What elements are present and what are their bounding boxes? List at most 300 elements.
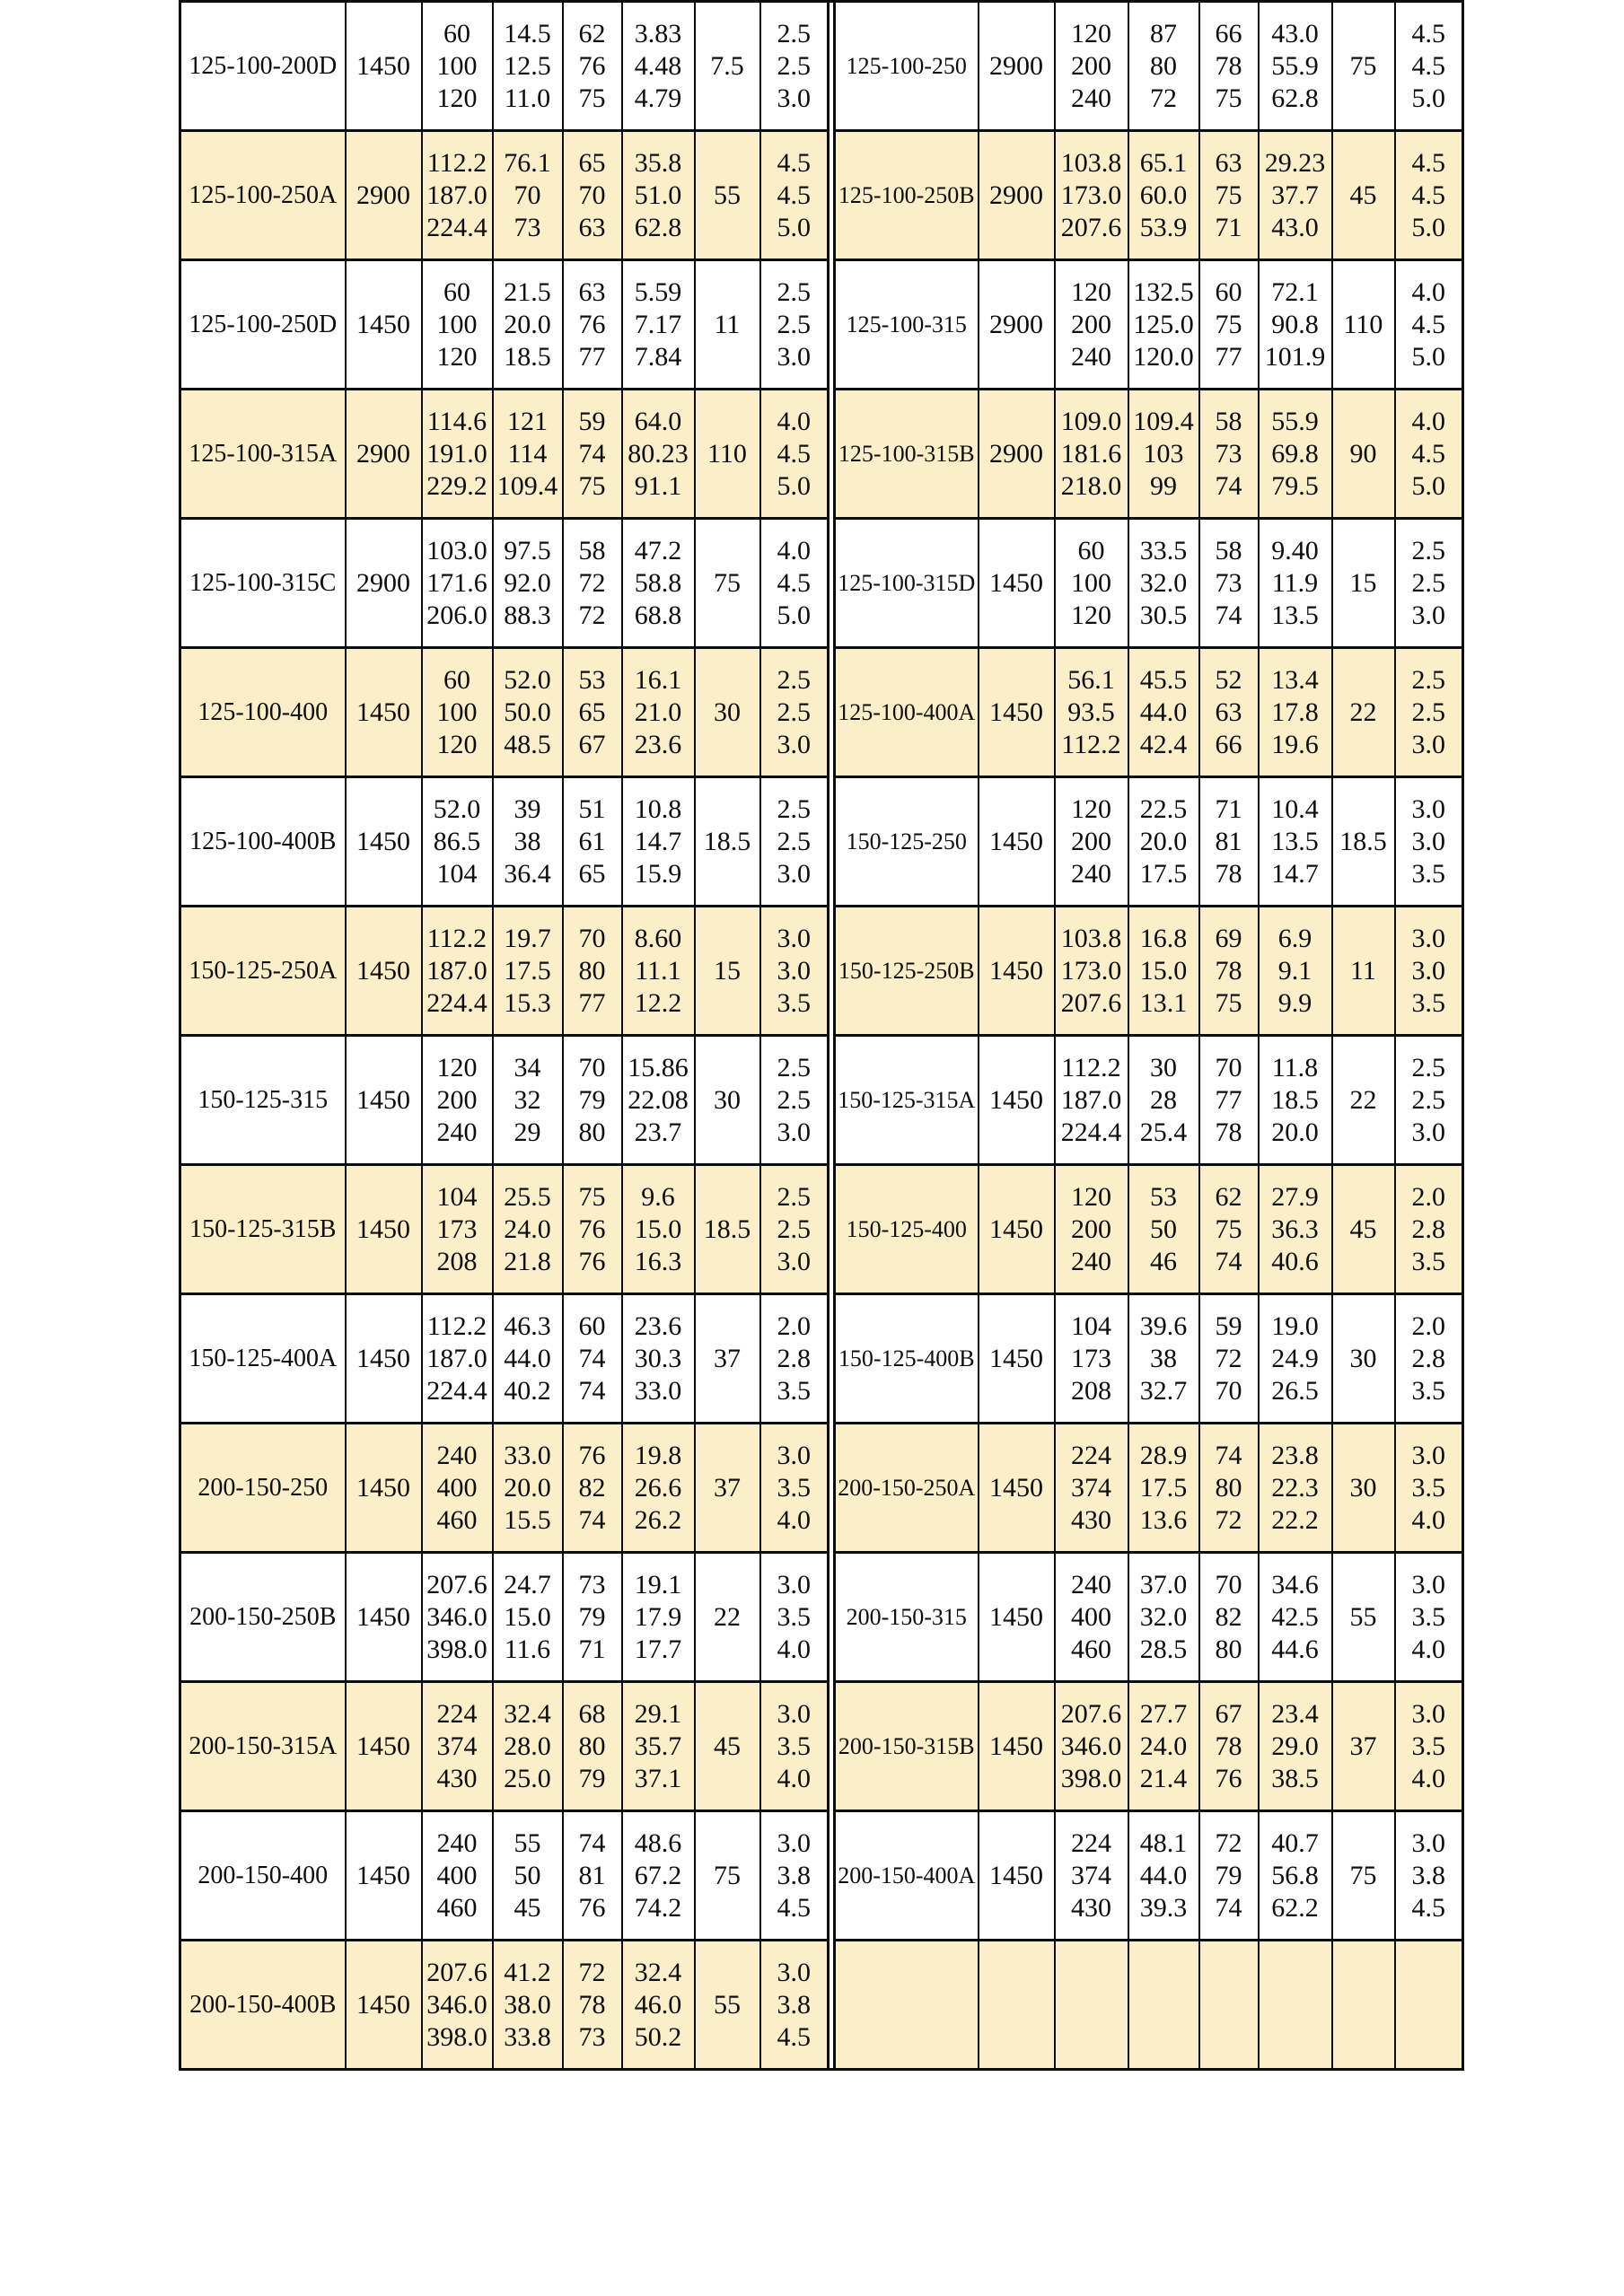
value-line: 2.5: [777, 50, 811, 81]
value-line: 38: [1150, 1343, 1177, 1373]
shaft-power-cell: [622, 648, 695, 777]
flow-cell: [422, 1036, 493, 1165]
speed-cell: 1450: [979, 1553, 1055, 1682]
value-line: 44.6: [1271, 1634, 1319, 1664]
head-cell: [493, 777, 563, 907]
value-line: 92.0: [504, 567, 551, 598]
speed-cell: 2900: [979, 2, 1055, 131]
model-cell: 125-100-315C: [180, 519, 346, 648]
value-line: 2.5: [777, 276, 811, 307]
value-line: 29: [514, 1117, 541, 1147]
value-line: 82: [1215, 1601, 1242, 1632]
efficiency-cell: [563, 390, 622, 519]
value-line: 63: [578, 276, 606, 307]
shaft-power-cell: [1259, 1294, 1332, 1424]
table-row: [835, 1165, 1463, 1294]
value-line: 23.4: [1271, 1698, 1319, 1729]
value-line: 28.9: [1139, 1440, 1188, 1470]
value-line: 3.0: [777, 1957, 811, 1987]
model-cell: 200-150-315B: [835, 1682, 979, 1811]
value-line: 4.0: [777, 1634, 811, 1664]
efficiency-cell: [1199, 907, 1259, 1036]
value-line: 240: [1071, 83, 1111, 113]
value-line: 21.8: [504, 1246, 551, 1276]
value-line: 7.17: [634, 309, 682, 339]
model-cell: 150-125-315B: [180, 1165, 346, 1294]
value-line: 374: [1071, 1472, 1111, 1503]
value-line: 20.0: [504, 1472, 551, 1503]
speed-cell: 1450: [346, 1424, 422, 1553]
value-line: 37.1: [634, 1763, 682, 1793]
value-line: 398.0: [426, 1634, 487, 1664]
flow-cell: [422, 1682, 493, 1811]
flow-cell: [422, 1553, 493, 1682]
value-line: 240: [436, 1440, 478, 1470]
value-line: 398.0: [426, 2021, 487, 2052]
value-line: 75: [1215, 83, 1242, 113]
value-line: 4.0: [1411, 1504, 1445, 1535]
table-row: [835, 131, 1463, 260]
value-line: 15.9: [634, 858, 682, 889]
value-line: 76: [578, 50, 606, 81]
motor-power-cell: 11: [1332, 907, 1395, 1036]
value-line: 2.5: [1411, 697, 1445, 727]
value-line: 3.5: [777, 987, 811, 1018]
table-row: [180, 648, 829, 777]
value-line: 4.0: [777, 535, 811, 565]
efficiency-cell: [563, 2, 622, 131]
value-line: 104: [436, 858, 478, 889]
value-line: 3.0: [1411, 826, 1445, 856]
value-line: 19.0: [1271, 1310, 1319, 1341]
speed-cell: 2900: [346, 131, 422, 260]
value-line: 73: [1215, 438, 1242, 469]
value-line: 3.0: [777, 858, 811, 889]
pump-table-right: [833, 0, 1464, 2071]
value-line: 224: [1071, 1827, 1111, 1858]
value-line: 187.0: [426, 1343, 487, 1373]
value-line: 200: [436, 1084, 478, 1115]
value-line: 398.0: [1060, 1763, 1122, 1793]
npsh-cell: [760, 777, 829, 907]
npsh-cell: [760, 2, 829, 131]
value-line: 3.5: [1411, 1246, 1445, 1276]
flow-cell: [1055, 1165, 1128, 1294]
value-line: 3.0: [1411, 600, 1445, 630]
value-line: 187.0: [1060, 1084, 1122, 1115]
value-line: 15.0: [504, 1601, 551, 1632]
value-line: 58: [578, 535, 606, 565]
motor-power-cell: 22: [1332, 1036, 1395, 1165]
value-line: 27.7: [1139, 1698, 1188, 1729]
shaft-power-cell: [1259, 260, 1332, 390]
value-line: 3.0: [1411, 1440, 1445, 1470]
value-line: 77: [1215, 1084, 1242, 1115]
value-line: 17.5: [1139, 858, 1188, 889]
value-line: 132.5: [1133, 276, 1194, 307]
value-line: 224: [436, 1698, 478, 1729]
value-line: 4.0: [777, 1504, 811, 1535]
value-line: 32.4: [634, 1957, 682, 1987]
shaft-power-cell: [622, 1165, 695, 1294]
head-cell: [1128, 777, 1199, 907]
value-line: 20.0: [1271, 1117, 1319, 1147]
table-row: [835, 1036, 1463, 1165]
value-line: 11.1: [635, 955, 681, 986]
speed-cell: 2900: [346, 519, 422, 648]
head-cell: [1128, 390, 1199, 519]
model-cell: 150-125-400: [835, 1165, 979, 1294]
value-line: 74: [578, 1827, 606, 1858]
value-line: 74: [578, 438, 606, 469]
value-line: 63: [1215, 147, 1242, 178]
value-line: 72: [578, 567, 606, 598]
value-line: 114.6: [426, 406, 487, 436]
value-line: 78: [578, 1989, 606, 2020]
value-line: 30.5: [1139, 600, 1188, 630]
value-line: 76: [578, 309, 606, 339]
value-line: 21.0: [634, 697, 682, 727]
value-line: 65.1: [1139, 147, 1188, 178]
shaft-power-cell: [1259, 131, 1332, 260]
value-line: 39.3: [1139, 1892, 1188, 1923]
value-line: 8.60: [634, 923, 682, 953]
shaft-power-cell: [1259, 390, 1332, 519]
value-line: 73: [1215, 567, 1242, 598]
efficiency-cell: [1199, 648, 1259, 777]
motor-power-cell: 45: [695, 1682, 760, 1811]
value-line: 11.9: [1271, 567, 1319, 598]
model-cell: 150-125-400B: [835, 1294, 979, 1424]
value-line: 45.5: [1139, 664, 1188, 695]
value-line: 50.2: [634, 2021, 682, 2052]
value-line: 17.5: [1139, 1472, 1188, 1503]
value-line: [1129, 1957, 1198, 1989]
value-line: 75: [578, 1181, 606, 1212]
value-line: 62.8: [1271, 83, 1319, 113]
table-row: [180, 1811, 829, 1941]
value-line: 3.83: [634, 18, 682, 48]
value-line: 9.6: [641, 1181, 675, 1212]
head-cell: [1128, 1682, 1199, 1811]
value-line: 71: [1215, 212, 1242, 242]
value-line: 74: [578, 1343, 606, 1373]
npsh-cell: [1395, 131, 1463, 260]
shaft-power-cell: [1259, 1941, 1332, 2070]
value-line: 66: [1215, 729, 1242, 759]
value-line: 19.1: [634, 1569, 682, 1599]
speed-cell: 1450: [979, 1682, 1055, 1811]
value-line: 15.0: [1139, 955, 1188, 986]
value-line: 67: [578, 729, 606, 759]
value-line: 120: [1071, 600, 1111, 630]
value-line: 34: [514, 1052, 541, 1082]
motor-power-cell: 45: [1332, 131, 1395, 260]
value-line: 38.5: [1271, 1763, 1319, 1793]
head-cell: [1128, 260, 1199, 390]
value-line: 224.4: [426, 987, 487, 1018]
value-line: 80: [1215, 1634, 1242, 1664]
value-line: 46.3: [504, 1310, 551, 1341]
value-line: 99: [1150, 470, 1177, 501]
value-line: 26.2: [634, 1504, 682, 1535]
shaft-power-cell: [622, 1553, 695, 1682]
value-line: 36.4: [504, 858, 551, 889]
value-line: 346.0: [1060, 1731, 1122, 1761]
value-line: 53: [1150, 1181, 1177, 1212]
value-line: 60: [443, 18, 470, 48]
value-line: 52: [1215, 664, 1242, 695]
value-line: 120: [436, 1052, 478, 1082]
speed-cell: 1450: [346, 1294, 422, 1424]
npsh-cell: [1395, 1811, 1463, 1941]
flow-cell: [1055, 2, 1128, 131]
value-line: 76.1: [504, 147, 551, 178]
value-line: [1260, 2021, 1331, 2054]
efficiency-cell: [563, 519, 622, 648]
npsh-cell: [760, 1036, 829, 1165]
value-line: 2.8: [1411, 1343, 1445, 1373]
head-cell: [1128, 648, 1199, 777]
head-cell: [493, 1682, 563, 1811]
table-row: [835, 777, 1463, 907]
value-line: 2.5: [777, 309, 811, 339]
value-line: 4.0: [1411, 1634, 1445, 1664]
value-line: 3.5: [777, 1472, 811, 1503]
value-line: 2.5: [1411, 535, 1445, 565]
value-line: 65: [578, 697, 606, 727]
value-line: 32: [514, 1084, 541, 1115]
value-line: 79: [578, 1084, 606, 1115]
model-cell: 125-100-250B: [835, 131, 979, 260]
shaft-power-cell: [622, 1294, 695, 1424]
value-line: 2.5: [777, 697, 811, 727]
value-line: 5.0: [1411, 470, 1445, 501]
npsh-cell: [760, 1165, 829, 1294]
value-line: 240: [1071, 1569, 1111, 1599]
value-line: 3.0: [777, 955, 811, 986]
value-line: 11.0: [504, 83, 551, 113]
value-line: 104: [1071, 1310, 1111, 1341]
efficiency-cell: [1199, 1424, 1259, 1553]
value-line: 76: [578, 1214, 606, 1244]
value-line: 17.7: [634, 1634, 682, 1664]
efficiency-cell: [563, 1036, 622, 1165]
value-line: 112.2: [426, 923, 487, 953]
efficiency-cell: [1199, 1811, 1259, 1941]
npsh-cell: [1395, 2, 1463, 131]
value-line: 208: [436, 1246, 478, 1276]
speed-cell: 1450: [979, 1424, 1055, 1553]
value-line: 3.0: [777, 1827, 811, 1858]
value-line: 4.5: [1411, 147, 1445, 178]
value-line: 12.2: [634, 987, 682, 1018]
value-line: 173: [436, 1214, 478, 1244]
model-cell: 200-150-400: [180, 1811, 346, 1941]
npsh-cell: [760, 648, 829, 777]
value-line: 74: [1215, 1440, 1242, 1470]
value-line: 460: [1071, 1634, 1111, 1664]
value-line: 66: [1215, 18, 1242, 48]
value-line: 2.5: [777, 18, 811, 48]
motor-power-cell: 30: [1332, 1294, 1395, 1424]
value-line: 18.5: [504, 341, 551, 372]
value-line: 120: [436, 341, 478, 372]
motor-power-cell: 55: [1332, 1553, 1395, 1682]
value-line: 75: [578, 83, 606, 113]
value-line: 90.8: [1271, 309, 1319, 339]
value-line: 4.5: [777, 1892, 811, 1923]
value-line: [1056, 1989, 1128, 2021]
speed-cell: 1450: [346, 1682, 422, 1811]
value-line: 50.0: [504, 697, 551, 727]
value-line: 73: [514, 212, 541, 242]
value-line: 224: [1071, 1440, 1111, 1470]
head-cell: [1128, 1941, 1199, 2070]
value-line: 4.0: [777, 406, 811, 436]
motor-power-cell: 45: [1332, 1165, 1395, 1294]
value-line: 430: [1071, 1504, 1111, 1535]
speed-cell: 1450: [979, 1811, 1055, 1941]
value-line: 14.5: [504, 18, 551, 48]
value-line: 77: [578, 987, 606, 1018]
value-line: 112.2: [426, 1310, 487, 1341]
value-line: 4.5: [1411, 180, 1445, 210]
table-row: [180, 1036, 829, 1165]
table-row: [835, 1294, 1463, 1424]
value-line: 47.2: [634, 535, 682, 565]
value-line: 93.5: [1067, 697, 1115, 727]
value-line: 86.5: [433, 826, 481, 856]
value-line: 15.3: [504, 987, 551, 1018]
value-line: 11.8: [1271, 1052, 1319, 1082]
model-cell: 125-100-250D: [180, 260, 346, 390]
value-line: 30.3: [634, 1343, 682, 1373]
motor-power-cell: 30: [695, 648, 760, 777]
value-line: 2.5: [777, 1214, 811, 1244]
value-line: 35.7: [634, 1731, 682, 1761]
value-line: 75: [578, 470, 606, 501]
value-line: 120: [436, 83, 478, 113]
value-line: 229.2: [426, 470, 487, 501]
value-line: 21.4: [1139, 1763, 1188, 1793]
flow-cell: [1055, 131, 1128, 260]
speed-cell: 1450: [346, 777, 422, 907]
value-line: 207.6: [426, 1569, 487, 1599]
value-line: 200: [1071, 1214, 1111, 1244]
value-line: 207.6: [1060, 212, 1122, 242]
shaft-power-cell: [1259, 2, 1332, 131]
value-line: 80: [578, 1731, 606, 1761]
pump-performance-tables: [179, 0, 1464, 2071]
value-line: 400: [436, 1860, 478, 1890]
value-line: 22.08: [628, 1084, 689, 1115]
motor-power-cell: 75: [695, 519, 760, 648]
value-line: 60: [443, 664, 470, 695]
value-line: 2.8: [777, 1343, 811, 1373]
speed-cell: 1450: [979, 1165, 1055, 1294]
value-line: 4.5: [1411, 309, 1445, 339]
motor-power-cell: 90: [1332, 390, 1395, 519]
table-row: [180, 390, 829, 519]
value-line: 44.0: [1139, 1860, 1188, 1890]
motor-power-cell: 110: [1332, 260, 1395, 390]
value-line: 62: [1215, 1181, 1242, 1212]
flow-cell: [1055, 260, 1128, 390]
npsh-cell: [760, 260, 829, 390]
value-line: 5.0: [1411, 83, 1445, 113]
npsh-cell: [1395, 1682, 1463, 1811]
value-line: 13.6: [1139, 1504, 1188, 1535]
value-line: 76: [578, 1440, 606, 1470]
value-line: 2.8: [1411, 1214, 1445, 1244]
value-line: 103.8: [1060, 147, 1122, 178]
value-line: 3.8: [1411, 1860, 1445, 1890]
motor-power-cell: 75: [695, 1811, 760, 1941]
value-line: 56.8: [1271, 1860, 1319, 1890]
table-row: [835, 1811, 1463, 1941]
value-line: 58.8: [634, 567, 682, 598]
motor-power-cell: 18.5: [1332, 777, 1395, 907]
motor-power-cell: 110: [695, 390, 760, 519]
value-line: [1129, 2021, 1198, 2054]
flow-cell: [422, 907, 493, 1036]
value-line: 77: [1215, 341, 1242, 372]
value-line: 23.6: [634, 1310, 682, 1341]
value-line: 40.7: [1271, 1827, 1319, 1858]
model-cell: 200-150-250: [180, 1424, 346, 1553]
value-line: 100: [436, 309, 478, 339]
value-line: 2.5: [777, 1052, 811, 1082]
motor-power-cell: 18.5: [695, 777, 760, 907]
value-line: 15.0: [634, 1214, 682, 1244]
value-line: 14.7: [1271, 858, 1319, 889]
flow-cell: [422, 131, 493, 260]
value-line: 100: [436, 50, 478, 81]
value-line: 48.1: [1139, 1827, 1188, 1858]
model-cell: 125-100-250: [835, 2, 979, 131]
value-line: 430: [436, 1763, 478, 1793]
value-line: 74: [578, 1375, 606, 1406]
value-line: 4.5: [777, 180, 811, 210]
shaft-power-cell: [622, 1811, 695, 1941]
value-line: [1056, 1957, 1128, 1989]
value-line: 5.0: [777, 212, 811, 242]
value-line: 39: [514, 793, 541, 824]
model-cell: 150-125-400A: [180, 1294, 346, 1424]
value-line: 200: [1071, 50, 1111, 81]
value-line: 78: [1215, 955, 1242, 986]
npsh-cell: [1395, 1424, 1463, 1553]
value-line: 28.0: [504, 1731, 551, 1761]
speed-cell: 1450: [346, 648, 422, 777]
flow-cell: [1055, 777, 1128, 907]
value-line: 80: [578, 955, 606, 986]
motor-power-cell: 15: [695, 907, 760, 1036]
value-line: 82: [578, 1472, 606, 1503]
value-line: 208: [1071, 1375, 1111, 1406]
value-line: [1056, 2021, 1128, 2054]
model-cell: 125-100-400A: [835, 648, 979, 777]
value-line: 224.4: [426, 212, 487, 242]
value-line: 4.5: [1411, 1892, 1445, 1923]
value-line: [1200, 1989, 1258, 2021]
value-line: 24.7: [504, 1569, 551, 1599]
value-line: 2.0: [1411, 1310, 1445, 1341]
value-line: 34.6: [1271, 1569, 1319, 1599]
shaft-power-cell: [1259, 1424, 1332, 1553]
efficiency-cell: [1199, 390, 1259, 519]
